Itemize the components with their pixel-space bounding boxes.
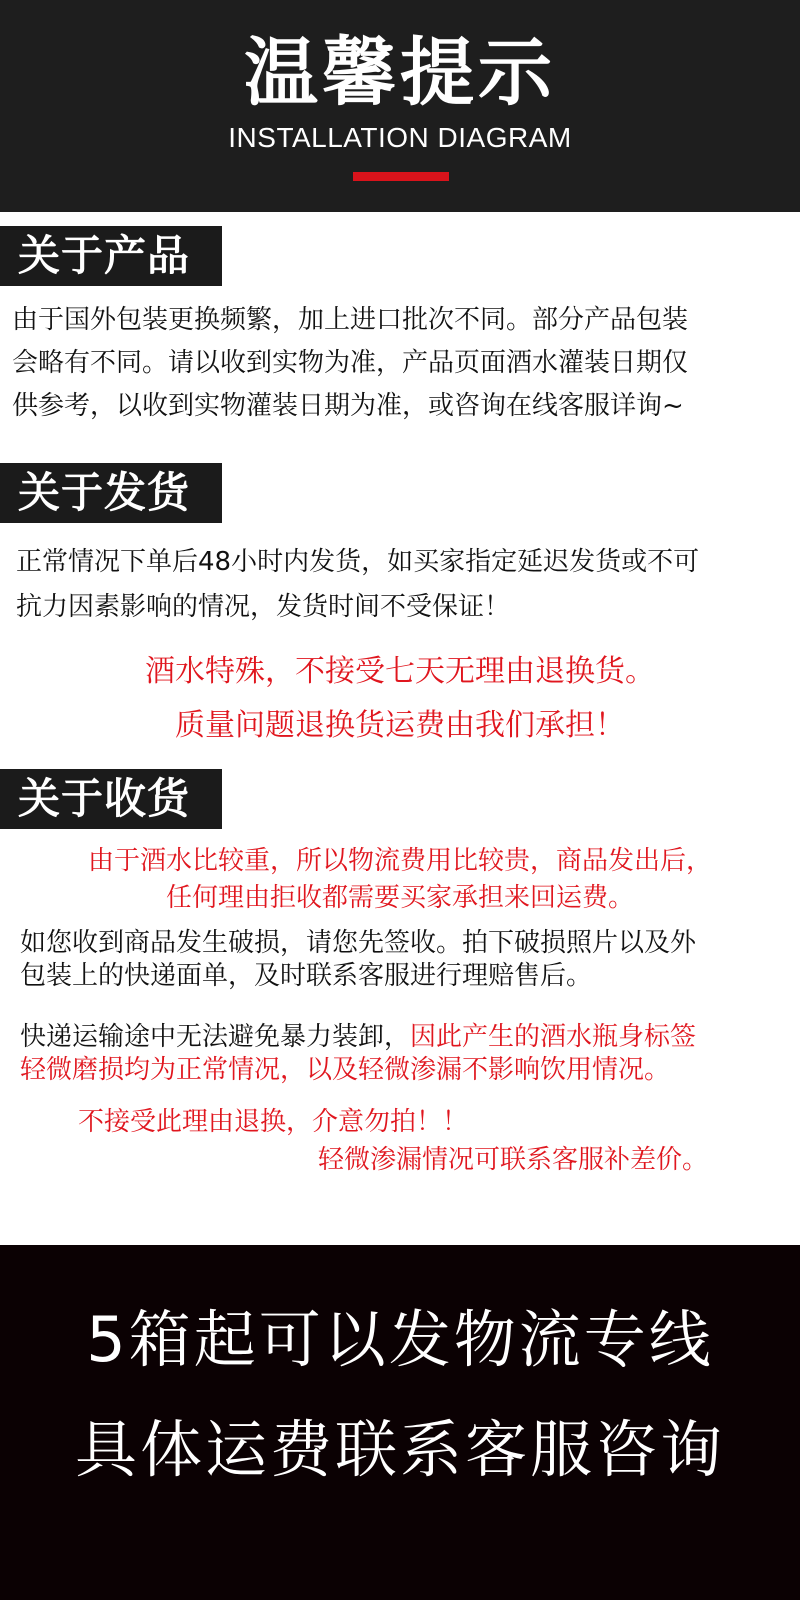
header-accent-bar	[353, 172, 449, 181]
section-tag-shipping: 关于发货	[0, 463, 222, 523]
shipping-notice-quality: 质量问题退换货运费由我们承担！	[175, 708, 625, 743]
product-text-line: 会略有不同。请以收到实物为准，产品页面酒水灌装日期仅	[12, 348, 689, 378]
receiving-notice-no-return: 不接受此理由退换，介意勿拍！！	[78, 1107, 469, 1137]
section-tag-product: 关于产品	[0, 226, 222, 286]
receiving-damage-line: 如您收到商品发生破损，请您先签收。拍下破损照片以及外	[20, 928, 697, 958]
header-banner	[0, 0, 800, 212]
shipping-notice-no-return: 酒水特殊，不接受七天无理由退换货。	[145, 654, 655, 689]
page-subtitle: INSTALLATION DIAGRAM	[228, 122, 572, 153]
receiving-transport-line	[20, 1020, 696, 1054]
receiving-red-line: 任何理由拒收都需要买家承担来回运费。	[165, 883, 634, 913]
footer-line-contact: 具体运费联系客服咨询	[74, 1413, 725, 1486]
product-text-line: 供参考，以收到实物灌装日期为准，或咨询在线客服详询~	[12, 391, 684, 421]
receiving-transport-line-2: 轻微磨损均为正常情况，以及轻微渗漏不影响饮用情况。	[20, 1055, 671, 1085]
page-title: 温馨提示	[244, 30, 556, 116]
receiving-damage-line: 包装上的快递面单，及时联系客服进行理赔售后。	[20, 961, 593, 991]
shipping-text-line: 抗力因素影响的情况，发货时间不受保证！	[16, 592, 511, 622]
receiving-notice-leak: 轻微渗漏情况可联系客服补差价。	[318, 1145, 709, 1175]
footer-banner	[0, 1245, 800, 1600]
product-text-line: 由于国外包装更换频繁，加上进口批次不同。部分产品包装	[12, 305, 689, 335]
transport-black-text: 快递运输途中无法避免暴力装卸，	[20, 1022, 411, 1052]
section-tag-receiving: 关于收货	[0, 769, 222, 829]
receiving-red-line: 由于酒水比较重，所以物流费用比较贵，商品发出后，	[87, 846, 712, 876]
transport-red-text: 因此产生的酒水瓶身标签	[410, 1022, 697, 1052]
footer-line-logistics: 5箱起可以发物流专线	[86, 1303, 714, 1376]
shipping-text-line: 正常情况下单后48小时内发货，如买家指定延迟发货或不可	[16, 547, 700, 577]
